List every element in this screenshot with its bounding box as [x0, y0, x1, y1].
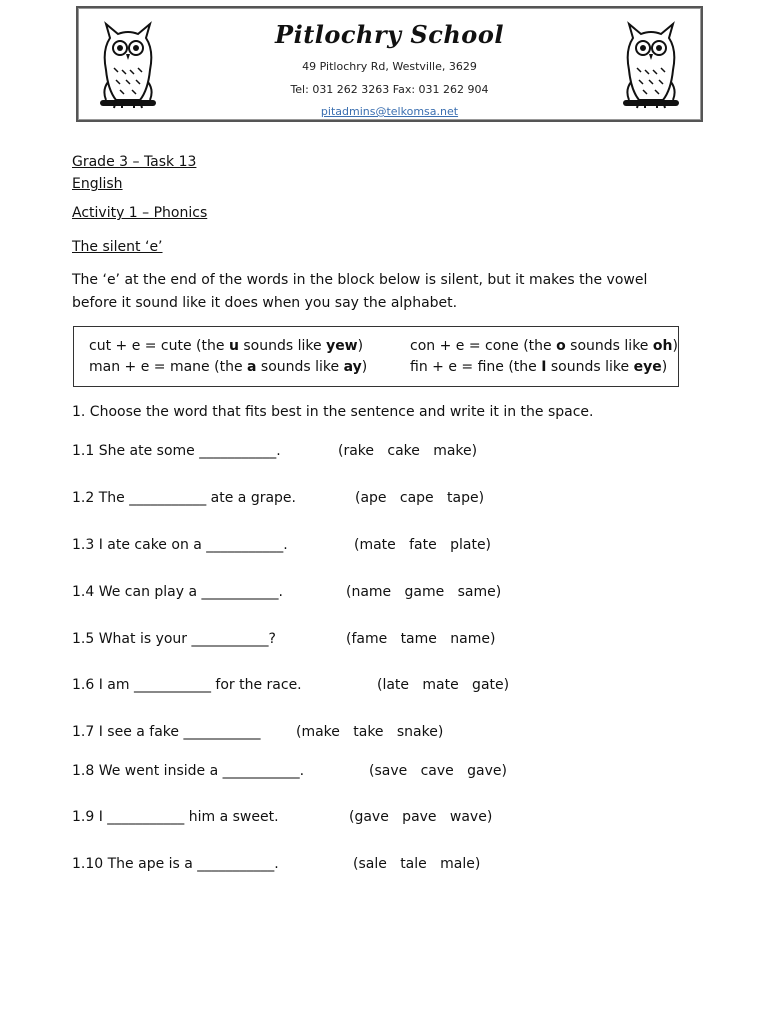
question-1-4: 1.4 We can play a ___________.: [72, 584, 283, 600]
question-1-1-options: (rake cake make): [338, 443, 478, 459]
question-1-8-options: (save cave gave): [369, 763, 507, 779]
school-address: 49 Pitlochry Rd, Westville, 3629: [302, 60, 477, 73]
activity-title: Activity 1 – Phonics: [72, 205, 208, 221]
examples-box: [73, 326, 679, 387]
question-1-5-options: (fame tame name): [346, 631, 496, 647]
example-cone: con + e = cone (the o sounds like oh): [410, 338, 678, 354]
instruction-text: 1. Choose the word that fits best in the sentence and write it in the space.: [72, 404, 594, 420]
question-1-3-options: (mate fate plate): [354, 537, 492, 553]
intro-paragraph: The ‘e’ at the end of the words in the block below is silent, but it makes the vowel before it sound like it does when you say the alphabet.: [72, 272, 648, 311]
question-1-4-options: (name game same): [346, 584, 502, 600]
example-fine: fin + e = fine (the I sounds like eye): [410, 359, 668, 375]
grade-task-title: Grade 3 – Task 13: [72, 154, 197, 170]
subject-title: English: [72, 176, 123, 192]
example-mane: man + e = mane (the a sounds like ay): [89, 359, 368, 375]
question-1-7-options: (make take snake): [296, 724, 444, 740]
topic-title: The silent ‘e’: [72, 239, 163, 255]
example-cute: cut + e = cute (the u sounds like yew): [89, 338, 364, 354]
question-1-1: 1.1 She ate some ___________.: [72, 443, 281, 459]
question-1-6: 1.6 I am ___________ for the race.: [72, 677, 302, 693]
question-1-5: 1.5 What is your ___________?: [72, 631, 276, 647]
question-1-9-options: (gave pave wave): [349, 809, 493, 825]
letterhead: [76, 6, 703, 122]
school-phone: Tel: 031 262 3263 Fax: 031 262 904: [290, 83, 489, 96]
question-1-10-options: (sale tale male): [353, 856, 481, 872]
school-name: Pitlochry School: [275, 20, 504, 49]
question-1-3: 1.3 I ate cake on a ___________.: [72, 537, 288, 553]
question-1-10: 1.10 The ape is a ___________.: [72, 856, 279, 872]
question-1-7: 1.7 I see a fake ___________: [72, 724, 261, 740]
school-email-link[interactable]: pitadmins@telkomsa.net: [320, 105, 459, 118]
question-1-2-options: (ape cape tape): [355, 490, 485, 506]
question-1-9: 1.9 I ___________ him a sweet.: [72, 809, 279, 825]
question-1-6-options: (late mate gate): [377, 677, 510, 693]
question-1-8: 1.8 We went inside a ___________.: [72, 763, 305, 779]
owl-icon: [619, 20, 683, 116]
question-1-2: 1.2 The ___________ ate a grape.: [72, 490, 296, 506]
